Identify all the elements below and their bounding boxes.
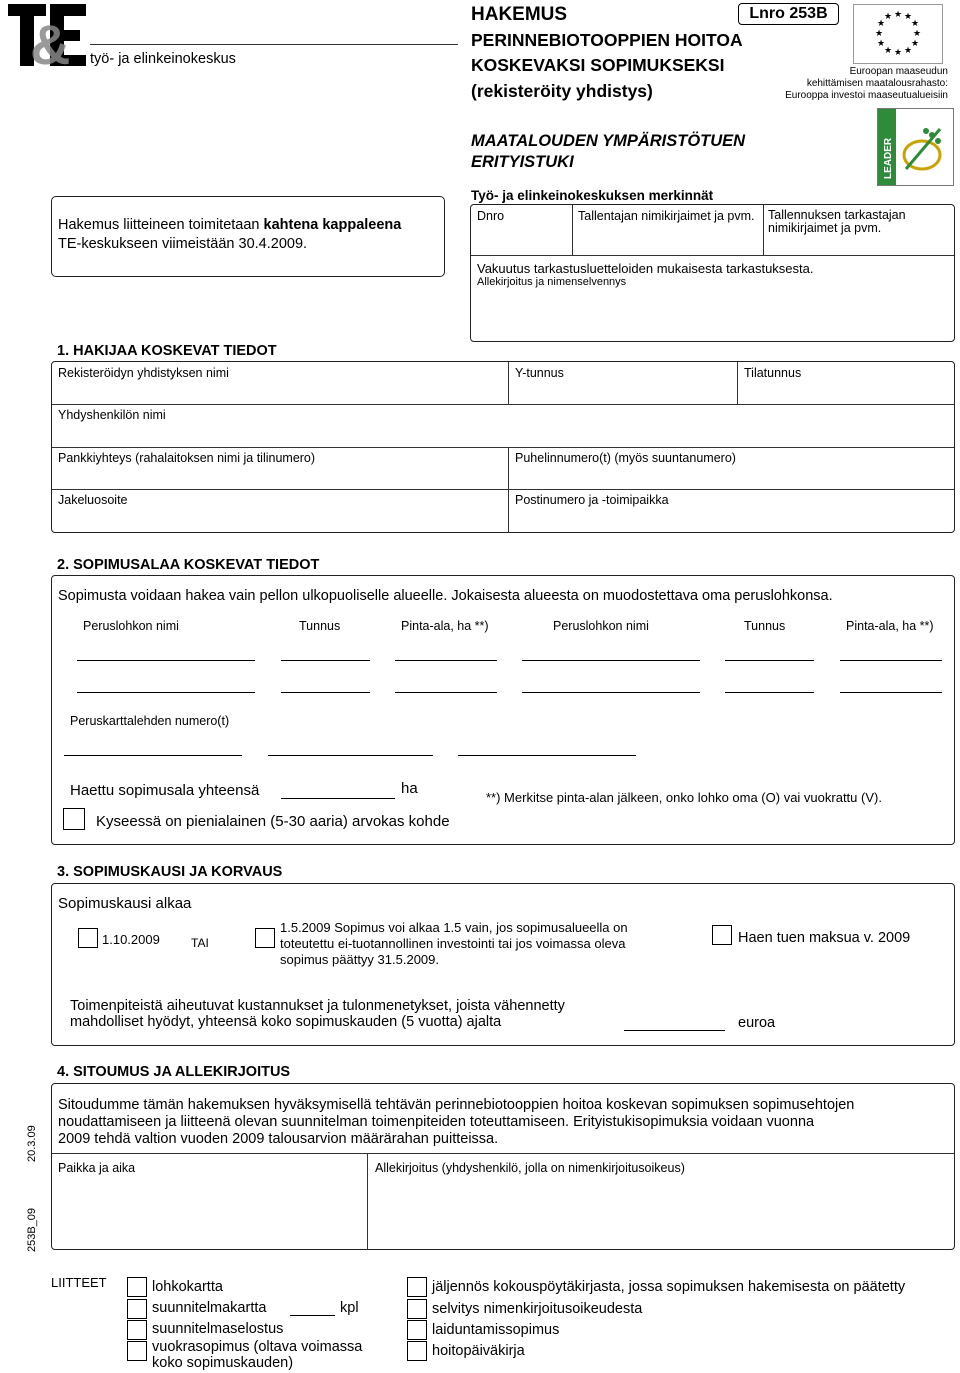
total-area-label: Haettu sopimusala yhteensä — [70, 782, 260, 799]
office-title: Työ- ja elinkeinokeskuksen merkinnät — [471, 188, 714, 203]
eu-caption-2: kehittämisen maatalousrahasto: — [806, 78, 948, 89]
title-line-4: (rekisteröity yhdistys) — [471, 80, 653, 101]
leader-logo-icon — [877, 108, 954, 186]
attachment-checkbox-grazing[interactable] — [407, 1320, 427, 1340]
parcel-area-line[interactable] — [395, 660, 497, 661]
commitment-line-2: noudattamiseen ja liitteenä olevan suunnitelman toimenpiteiden toteuttamiseen. Erityistukisopimuksia voidaan vuonna — [58, 1114, 815, 1130]
section2-box — [51, 575, 955, 845]
phone-field[interactable]: Puhelinnumero(t) (myös suuntanumero) — [515, 451, 736, 465]
costs-line-2: mahdolliset hyödyt, yhteensä koko sopimuskauden (5 vuotta) ajalta — [70, 1014, 502, 1030]
te-logo — [8, 4, 88, 68]
parcel-name-line[interactable] — [522, 692, 700, 693]
side-date: 20.3.09 — [26, 1125, 38, 1162]
svg-text:★: ★ — [910, 19, 920, 29]
parcel-area-line[interactable] — [840, 692, 942, 693]
start-may-line-1: 1.5.2009 Sopimus voi alkaa 1.5 vain, jos sopimusalueella on — [280, 920, 628, 935]
parcel-area-line[interactable] — [395, 692, 497, 693]
map-sheet-line[interactable] — [268, 755, 433, 756]
svg-text:★: ★ — [876, 39, 886, 49]
parcel-id-line[interactable] — [725, 660, 814, 661]
eu-caption — [785, 66, 948, 102]
svg-text:★: ★ — [893, 48, 903, 58]
parcel-id-line[interactable] — [281, 692, 370, 693]
svg-text:★: ★ — [876, 19, 886, 29]
postal-field[interactable]: Postinumero ja -toimipaikka — [515, 493, 669, 507]
form-number: Lnro 253B — [749, 5, 828, 22]
start-may-line-2: toteutettu ei-tuotannollinen investointi tai jos voimassa oleva — [280, 936, 626, 951]
total-area-unit: ha — [401, 780, 418, 797]
attachment-checkbox-plan-report[interactable] — [127, 1320, 147, 1340]
parcel-id-line[interactable] — [281, 660, 370, 661]
attachment-checkbox-plan-map[interactable] — [127, 1299, 147, 1319]
subtitle-line-1: MAATALOUDEN YMPÄRISTÖTUEN — [471, 132, 746, 150]
start-may-line-3: sopimus päättyy 31.5.2009. — [280, 952, 439, 967]
or-label: TAI — [191, 936, 209, 950]
svg-text:★: ★ — [893, 10, 903, 20]
svg-text:★: ★ — [910, 39, 920, 49]
ytunnus-field[interactable]: Y-tunnus — [515, 366, 564, 380]
payment-checkbox[interactable] — [712, 925, 732, 945]
commitment-line-3: 2009 tehdä valtion vuoden 2009 talousarvion määrärahan puitteissa. — [58, 1131, 499, 1147]
col-header-1: Peruslohkon nimi — [83, 619, 179, 633]
costs-line-1: Toimenpiteistä aiheutuvat kustannukset ja tulonmenetykset, joista vähennetty — [70, 998, 565, 1014]
office-box — [470, 204, 955, 342]
svg-text:★: ★ — [903, 12, 913, 22]
tilatunnus-field[interactable]: Tilatunnus — [744, 366, 802, 380]
attachment-checkbox-lease[interactable] — [127, 1341, 147, 1361]
svg-text:★: ★ — [883, 12, 893, 22]
attachment-signing-right: selvitys nimenkirjoitusoikeudesta — [432, 1301, 643, 1317]
attachment-lease-2: koko sopimuskauden) — [152, 1355, 294, 1371]
start-label: Sopimuskausi alkaa — [58, 895, 192, 912]
subtitle-line-2: ERITYISTUKI — [471, 153, 574, 171]
signature-field[interactable]: Allekirjoitus (yhdyshenkilö, jolla on nimenkirjoitusoikeus) — [375, 1161, 685, 1175]
currency-label: euroa — [738, 1015, 776, 1031]
notice-bold: kahtena kappaleena — [263, 217, 402, 233]
eu-caption-3: Eurooppa investoi maaseutualueisiin — [785, 90, 948, 101]
office-signature: Allekirjoitus ja nimenselvennys — [477, 276, 627, 288]
notice-text-2: TE-keskukseen viimeistään 30.4.2009. — [58, 236, 308, 252]
attachment-plan-report: suunnitelmaselostus — [152, 1321, 284, 1337]
col-header-3: Pinta-ala, ha **) — [401, 619, 489, 633]
attachment-checkbox-block-map[interactable] — [127, 1277, 147, 1297]
section4-box — [51, 1083, 955, 1250]
col-header-4: Peruslohkon nimi — [553, 619, 649, 633]
form-number-badge — [738, 3, 839, 25]
office-assurance: Vakuutus tarkastusluetteloiden mukaisesta tarkastuksesta. — [477, 261, 814, 276]
attachment-checkbox-minutes[interactable] — [407, 1277, 427, 1297]
start-may-checkbox[interactable] — [255, 928, 275, 948]
title-line-2: PERINNEBIOTOOPPIEN HOITOA — [471, 29, 743, 50]
attachment-minutes: jäljennös kokouspöytäkirjasta, jossa sopimuksen hakemisesta on päätetty — [432, 1279, 906, 1295]
total-area-line[interactable] — [281, 798, 395, 799]
col-header-5: Tunnus — [744, 619, 786, 633]
section2-title: 2. SOPIMUSALAA KOSKEVAT TIEDOT — [57, 557, 320, 573]
eu-flag-icon — [853, 4, 943, 64]
parcel-area-line[interactable] — [840, 660, 942, 661]
section3-box — [51, 883, 955, 1046]
side-code: 253B_09 — [26, 1207, 38, 1252]
svg-text:★: ★ — [883, 46, 893, 56]
payment-label: Haen tuen maksua v. 2009 — [738, 930, 911, 946]
attachment-grazing: laiduntamissopimus — [432, 1322, 560, 1338]
footnote: **) Merkitse pinta-alan jälkeen, onko lohko oma (O) vai vuokrattu (V). — [486, 790, 882, 805]
attachments-label: LIITTEET — [51, 1275, 107, 1290]
svg-text:★: ★ — [912, 29, 922, 39]
subtitle — [471, 131, 745, 173]
bank-field[interactable]: Pankkiyhteys (rahalaitoksen nimi ja tilinumero) — [58, 451, 316, 465]
place-date-field[interactable]: Paikka ja aika — [58, 1161, 136, 1175]
plan-map-count-line[interactable] — [290, 1315, 335, 1316]
svg-text:★: ★ — [874, 29, 884, 39]
commitment-line-1: Sitoudumme tämän hakemuksen hyväksymisellä tehtävän perinnebiotooppien hoitoa koskevan sopimuksen sopimusehtojen — [58, 1097, 855, 1113]
form-title — [471, 2, 743, 104]
attachment-lease-1: vuokrasopimus (oltava voimassa — [152, 1339, 363, 1355]
eu-caption-1: Euroopan maaseudun — [849, 66, 948, 77]
office-recorder: Tallentajan nimikirjaimet ja pvm. — [578, 209, 755, 223]
section1-title: 1. HAKIJAA KOSKEVAT TIEDOT — [57, 343, 277, 359]
parcel-name-line[interactable] — [522, 660, 700, 661]
org-name: työ- ja elinkeinokeskus — [90, 51, 236, 67]
costs-amount-line[interactable] — [624, 1030, 725, 1031]
address-field[interactable]: Jakeluosoite — [58, 493, 128, 507]
map-sheet-line[interactable] — [64, 755, 242, 756]
section1-box — [51, 361, 955, 533]
start-oct-checkbox[interactable] — [78, 928, 98, 948]
section4-title: 4. SITOUMUS JA ALLEKIRJOITUS — [57, 1064, 291, 1080]
office-dnro: Dnro — [477, 209, 505, 223]
notice-text-1: Hakemus liitteineen toimitetaan — [58, 217, 264, 233]
start-oct-label: 1.10.2009 — [102, 932, 160, 947]
section2-intro: Sopimusta voidaan hakea vain pellon ulkopuoliselle alueelle. Jokaisesta alueesta on muodostettava oma peruslohkonsa. — [58, 588, 833, 604]
leader-logo-text: LEADER — [883, 137, 894, 179]
applicant-name-field[interactable]: Rekisteröidyn yhdistyksen nimi — [58, 366, 229, 380]
col-header-6: Pinta-ala, ha **) — [846, 619, 934, 633]
attachment-diary: hoitopäiväkirja — [432, 1343, 525, 1359]
svg-text:&: & — [30, 13, 71, 68]
map-sheet-line[interactable] — [458, 755, 636, 756]
contact-name-field[interactable]: Yhdyshenkilön nimi — [58, 408, 166, 422]
svg-text:★: ★ — [903, 46, 913, 56]
small-area-checkbox[interactable] — [63, 808, 85, 830]
header-rule — [90, 44, 458, 45]
parcel-name-line[interactable] — [77, 660, 255, 661]
notice-box — [51, 196, 445, 277]
title-line-3: KOSKEVAKSI SOPIMUKSEKSI — [471, 55, 725, 75]
title-line-1: HAKEMUS — [471, 4, 568, 25]
parcel-id-line[interactable] — [725, 692, 814, 693]
small-area-label: Kyseessä on pienialainen (5-30 aaria) arvokas kohde — [96, 813, 450, 830]
attachment-plan-map: suunnitelmakartta — [152, 1300, 267, 1316]
parcel-name-line[interactable] — [77, 692, 255, 693]
office-checker: Tallennuksen tarkastajan nimikirjaimet ja pvm. — [768, 208, 906, 235]
attachment-checkbox-diary[interactable] — [407, 1341, 427, 1361]
col-header-2: Tunnus — [299, 619, 341, 633]
plan-map-kpl: kpl — [340, 1300, 359, 1316]
section3-title: 3. SOPIMUSKAUSI JA KORVAUS — [57, 864, 283, 880]
attachment-checkbox-signing-right[interactable] — [407, 1299, 427, 1319]
map-sheet-label: Peruskarttalehden numero(t) — [70, 714, 230, 728]
attachment-block-map: lohkokartta — [152, 1279, 223, 1295]
